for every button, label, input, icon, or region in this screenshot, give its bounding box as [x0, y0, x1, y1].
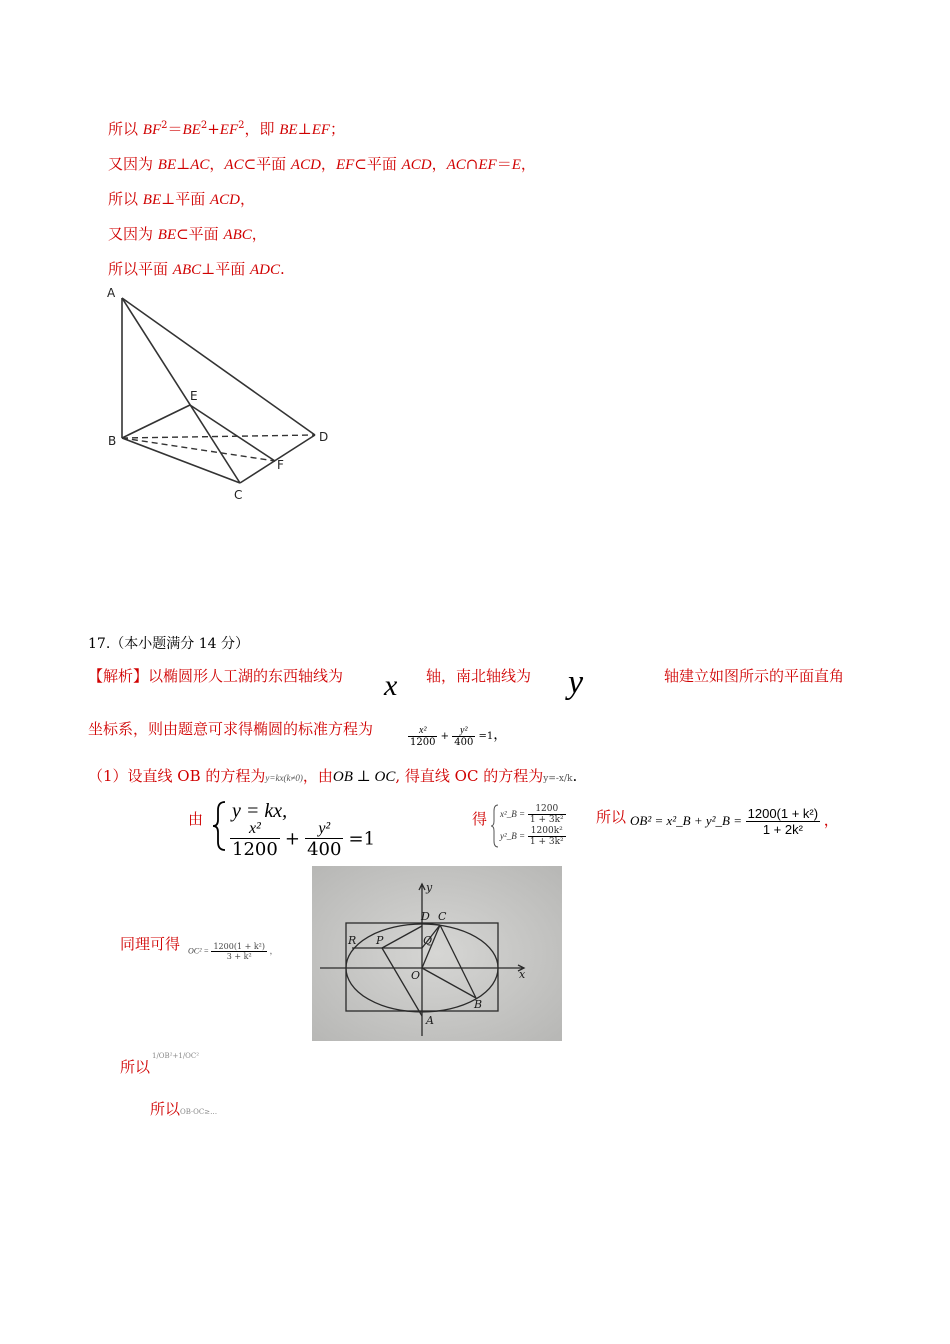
fig2-label-R: R: [348, 934, 357, 947]
fig2-label-B: B: [474, 998, 483, 1011]
label-B: B: [108, 434, 117, 448]
so-label-3: 所以: [150, 1100, 181, 1118]
so-label-1: 所以: [596, 808, 627, 826]
system-brace: [212, 800, 228, 852]
xb-result: x²_B = $\frac{1200}{\text{1 + 3k²}}$: [500, 804, 564, 825]
ellipse-equation: $\frac{\text{x²}}{1200}$ + $\frac{\text{y²}}{400}$ =1，: [410, 725, 508, 748]
get-label: 得: [472, 810, 488, 828]
fig2-label-P: P: [376, 934, 384, 947]
fig2-label-A: A: [426, 1014, 434, 1027]
y-axis-symbol: y: [568, 664, 584, 701]
q17-line2: 坐标系，则由题意可求得椭圆的标准方程为: [88, 720, 374, 738]
fig2-label-O: O: [411, 969, 421, 982]
proof-line-4: 又因为 BE⊂平面 ABC，: [108, 225, 267, 243]
system-line2: $\frac{\text{x²}}{1200}$ + $\frac{\text{y²}}{400}$ =1: [232, 820, 376, 860]
ellipse-diagram: [312, 866, 562, 1041]
so-label-2: 所以: [120, 1058, 151, 1076]
blurred-formula-1: 1/OB²+1/OC²: [152, 1052, 200, 1060]
fig2-label-Q: Q: [423, 934, 433, 947]
proof-line-2: 又因为 BE⊥AC，AC⊂平面 ACD，EF⊂平面 ACD，AC∩EF＝E，: [108, 155, 536, 173]
fig2-label-x: x: [519, 968, 526, 981]
analysis-tag: 【解析】: [88, 667, 149, 685]
result-brace: [490, 804, 500, 848]
label-A: A: [107, 286, 116, 300]
system-line1: y = kx,: [232, 800, 288, 822]
tetrahedron-figure: [100, 283, 340, 508]
fig2-label-y: y: [426, 881, 433, 894]
ellipse-photo: [312, 866, 562, 1041]
label-E: E: [190, 389, 198, 403]
x-axis-symbol: x: [384, 669, 398, 702]
oc-squared: OC² = $\frac{\text{1200(1 + k²)}}{\text{3 + k²}}$ ，: [188, 942, 278, 961]
ob-squared: OB² = x²_B + y²_B = $\frac{\text{1200(1 + k²)}}{\text{1 + 2k²}}$ ，: [630, 806, 839, 837]
by-label: 由: [188, 810, 204, 828]
label-F: F: [277, 458, 284, 472]
intro-axis-c: 轴建立如图所示的平面直角: [664, 667, 845, 685]
fig2-label-C: C: [438, 910, 447, 923]
intro-axis-b: 轴，南北轴线为: [426, 667, 532, 685]
q17-header: 17.（本小题满分 14 分）: [88, 636, 249, 652]
proof-line-5: 所以平面 ABC⊥平面 ADC.: [108, 260, 285, 278]
similarly-label: 同理可得: [120, 935, 181, 953]
part1-line: （1）设直线 OB 的方程为y=kx(k≠0)，由OB ⊥ OC, 得直线 OC 的方程为y=-x/k.: [88, 767, 578, 785]
q17-intro-line: 【解析】以椭圆形人工湖的东西轴线为: [88, 667, 344, 685]
yb-result: y²_B = $\frac{\text{1200k²}}{\text{1 + 3k²}}$: [500, 826, 564, 847]
proof-line-1: 所以 $BF^2=BE^2+EF^2$，即 BE⊥EF；: [108, 120, 346, 138]
proof-line-3: 所以 BE⊥平面 ACD，: [108, 190, 255, 208]
label-D: D: [319, 430, 329, 444]
label-C: C: [234, 488, 243, 502]
fig2-label-D: D: [421, 910, 430, 923]
blurred-formula-2: OB·OC≥…: [180, 1108, 218, 1116]
